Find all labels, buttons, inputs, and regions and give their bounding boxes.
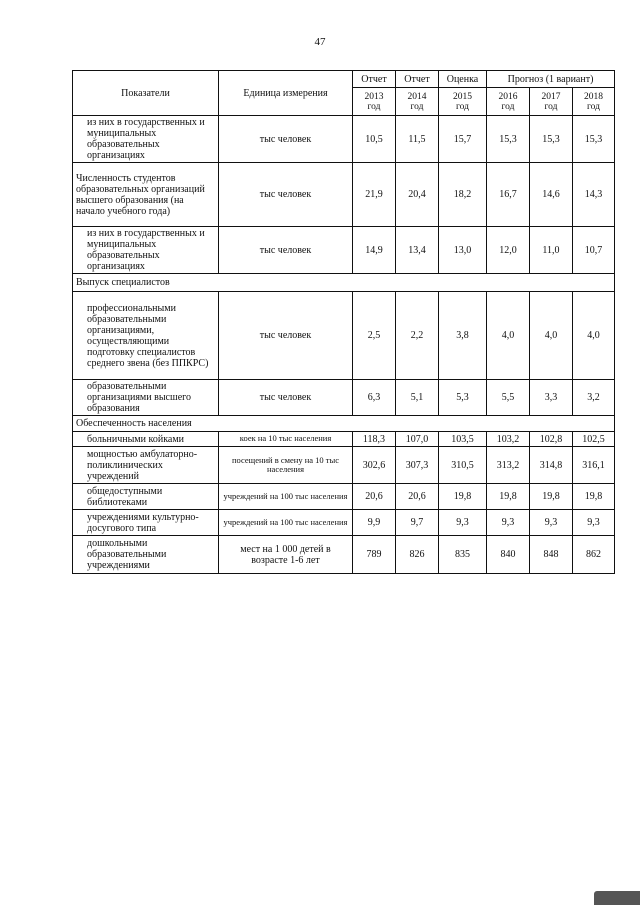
row-unit: посещений в смену на 10 тыс населения: [219, 447, 353, 484]
header-estimate: Оценка: [439, 71, 487, 88]
row-value: 10,5: [353, 116, 396, 163]
row-value: 102,5: [573, 432, 615, 447]
table-row: [73, 536, 615, 574]
row-unit: учреждений на 100 тыс населения: [219, 484, 353, 510]
row-indicator: мощностью амбулаторно-поликлинических учреждений: [73, 447, 219, 484]
row-value: 9,7: [396, 510, 439, 536]
row-value: 15,3: [530, 116, 573, 163]
row-value: 118,3: [353, 432, 396, 447]
header-year: 2018 год: [573, 88, 615, 116]
row-value: 9,3: [439, 510, 487, 536]
row-value: 6,3: [353, 380, 396, 416]
row-unit: тыс человек: [219, 116, 353, 163]
row-value: 21,9: [353, 163, 396, 227]
row-value: 20,4: [396, 163, 439, 227]
row-value: 316,1: [573, 447, 615, 484]
row-value: 14,9: [353, 227, 396, 274]
row-indicator: дошкольными образовательными учреждениями: [73, 536, 219, 574]
row-value: 840: [487, 536, 530, 574]
row-value: 16,7: [487, 163, 530, 227]
row-value: 9,3: [573, 510, 615, 536]
row-value: 307,3: [396, 447, 439, 484]
section-row: [73, 274, 615, 292]
row-value: 3,2: [573, 380, 615, 416]
row-value: 12,0: [487, 227, 530, 274]
row-value: 10,7: [573, 227, 615, 274]
row-value: 13,4: [396, 227, 439, 274]
row-value: 2,5: [353, 292, 396, 380]
row-value: 19,8: [487, 484, 530, 510]
header-year: 2017 год: [530, 88, 573, 116]
forecast-table: [72, 70, 615, 574]
header-forecast: Прогноз (1 вариант): [487, 71, 615, 88]
row-indicator: образовательными организациями высшего образования: [73, 380, 219, 416]
row-value: 19,8: [573, 484, 615, 510]
row-value: 19,8: [439, 484, 487, 510]
row-value: 862: [573, 536, 615, 574]
row-value: 19,8: [530, 484, 573, 510]
row-unit: учреждений на 100 тыс населения: [219, 510, 353, 536]
header-year: 2014 год: [396, 88, 439, 116]
row-value: 18,2: [439, 163, 487, 227]
row-value: 302,6: [353, 447, 396, 484]
row-value: 310,5: [439, 447, 487, 484]
row-value: 3,8: [439, 292, 487, 380]
section-graduates: Выпуск специалистов: [73, 274, 615, 292]
row-value: 15,7: [439, 116, 487, 163]
row-value: 20,6: [353, 484, 396, 510]
table-row: [73, 227, 615, 274]
row-indicator: из них в государственных и муниципальных образовательных организациях: [73, 227, 219, 274]
row-value: 102,8: [530, 432, 573, 447]
row-unit: тыс человек: [219, 163, 353, 227]
row-value: 5,3: [439, 380, 487, 416]
table-row: [73, 163, 615, 227]
row-value: 11,5: [396, 116, 439, 163]
row-unit: тыс человек: [219, 380, 353, 416]
row-value: 789: [353, 536, 396, 574]
row-value: 14,6: [530, 163, 573, 227]
row-unit: тыс человек: [219, 292, 353, 380]
row-value: 2,2: [396, 292, 439, 380]
row-unit: коек на 10 тыс населения: [219, 432, 353, 447]
header-year: 2013 год: [353, 88, 396, 116]
row-value: 313,2: [487, 447, 530, 484]
header-year: 2015 год: [439, 88, 487, 116]
table-row: [73, 447, 615, 484]
row-value: 107,0: [396, 432, 439, 447]
table-row: [73, 432, 615, 447]
row-value: 103,5: [439, 432, 487, 447]
row-value: 11,0: [530, 227, 573, 274]
table-row: [73, 484, 615, 510]
row-value: 103,2: [487, 432, 530, 447]
row-unit: тыс человек: [219, 227, 353, 274]
row-value: 4,0: [530, 292, 573, 380]
row-indicator: учреждениями культурно-досугового типа: [73, 510, 219, 536]
row-unit: мест на 1 000 детей в возрасте 1-6 лет: [219, 536, 353, 574]
header-report-2014: Отчет: [396, 71, 439, 88]
table-row: [73, 380, 615, 416]
row-value: 20,6: [396, 484, 439, 510]
header-report-2013: Отчет: [353, 71, 396, 88]
row-indicator: Численность студентов образовательных организаций высшего образования (на начало учебного года): [73, 163, 219, 227]
row-value: 9,9: [353, 510, 396, 536]
scan-corner-mark: [594, 891, 640, 905]
section-provision: Обеспеченность населения: [73, 416, 615, 432]
section-row: [73, 416, 615, 432]
row-value: 848: [530, 536, 573, 574]
row-value: 5,1: [396, 380, 439, 416]
row-value: 14,3: [573, 163, 615, 227]
row-value: 835: [439, 536, 487, 574]
row-value: 5,5: [487, 380, 530, 416]
row-value: 4,0: [573, 292, 615, 380]
row-indicator: больничными койками: [73, 432, 219, 447]
table-row: [73, 292, 615, 380]
row-value: 15,3: [487, 116, 530, 163]
page-number: 47: [314, 36, 326, 48]
table-row: [73, 510, 615, 536]
row-indicator: из них в государственных и муниципальных образовательных организациях: [73, 116, 219, 163]
row-indicator: общедоступными библиотеками: [73, 484, 219, 510]
header-unit: Единица измерения: [219, 71, 353, 116]
row-value: 9,3: [487, 510, 530, 536]
header-indicators: Показатели: [73, 71, 219, 116]
header-year: 2016 год: [487, 88, 530, 116]
row-value: 314,8: [530, 447, 573, 484]
row-value: 13,0: [439, 227, 487, 274]
row-value: 4,0: [487, 292, 530, 380]
table-row: [73, 116, 615, 163]
row-value: 15,3: [573, 116, 615, 163]
row-indicator: профессиональными образовательными организациями, осуществляющими подготовку специалистов среднего звена (без ППКРС): [73, 292, 219, 380]
row-value: 9,3: [530, 510, 573, 536]
row-value: 826: [396, 536, 439, 574]
row-value: 3,3: [530, 380, 573, 416]
